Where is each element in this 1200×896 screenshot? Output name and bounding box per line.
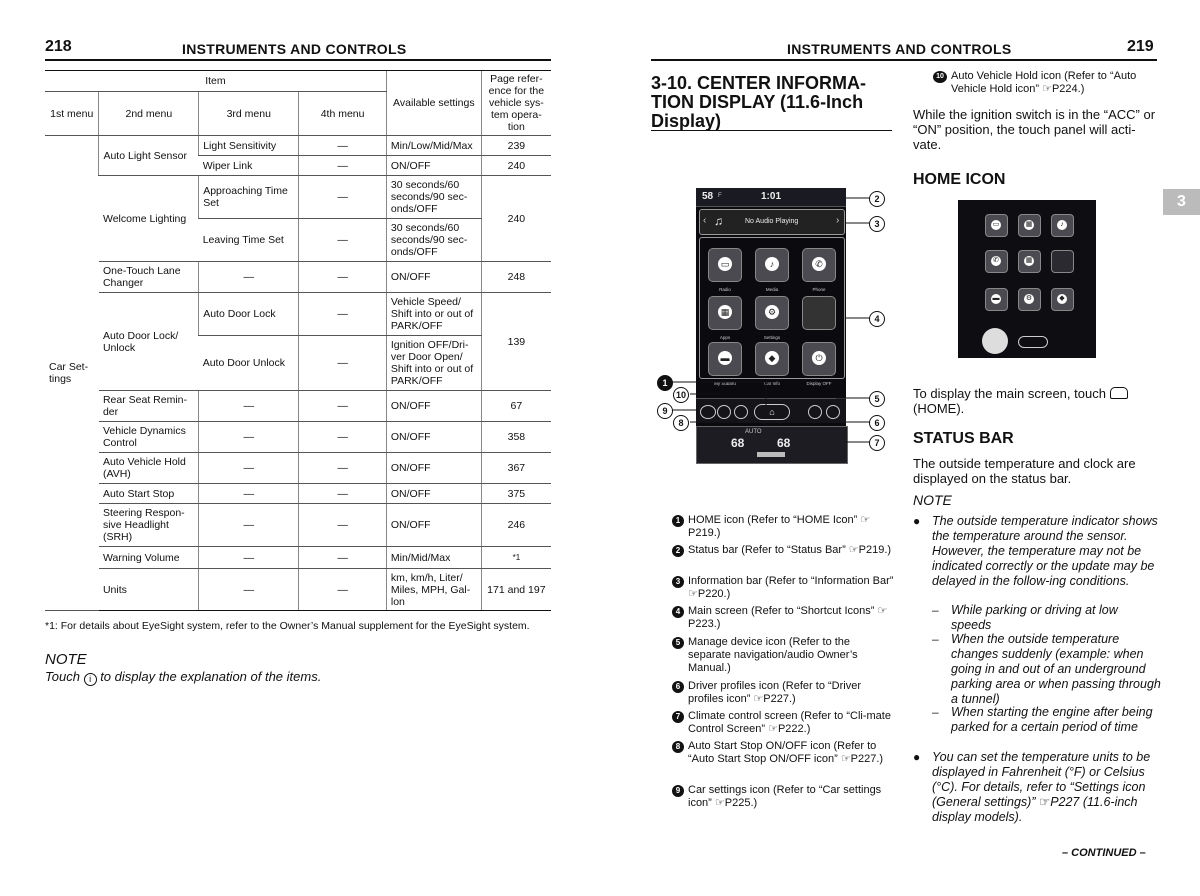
legend-num: 7 [672, 711, 684, 723]
home-text-before: To display the main screen, touch [913, 386, 1106, 401]
legend-item [672, 605, 894, 631]
note-title-right: NOTE [913, 492, 952, 508]
tile-label: Apps [719, 335, 731, 340]
legend-item [672, 575, 894, 601]
phone-icon: ✆ [991, 256, 1001, 266]
home-screen-photo [958, 200, 1096, 358]
note-dash-2: When the outside temperature changes suddenly (example: when going in and out of an underground parking area or when passing through a tunnel) [951, 632, 1161, 706]
legend-num: 10 [933, 71, 947, 83]
clock: 1:01 [761, 191, 782, 202]
callout-badge-6: 6 [869, 415, 885, 431]
thumb-tile [985, 288, 1008, 311]
dash-icon: – [932, 603, 939, 617]
car-icon: ▬ [718, 351, 732, 365]
tile-label: Car Info [763, 381, 780, 386]
callout-badge-5: 5 [869, 391, 885, 407]
cell: — [299, 156, 387, 176]
callout-badge-8: 8 [673, 415, 689, 431]
legend-text: Driver profiles icon (Refer to “Driver profiles icon” ☞P227.) [688, 680, 861, 705]
note-dash-1: While parking or driving at low speeds [951, 603, 1118, 632]
cell: — [199, 422, 299, 453]
cell: — [299, 136, 387, 156]
section-title-line: 3-10. CENTER INFORMA- [651, 73, 867, 93]
music-icon: ♪ [765, 257, 779, 271]
cell: — [199, 569, 299, 611]
continued-label: – CONTINUED – [1062, 847, 1146, 859]
note-body-left [45, 669, 321, 686]
thumb-tile [1018, 288, 1041, 311]
cell: — [299, 293, 387, 336]
legend-item [672, 514, 894, 540]
thumb-tile [985, 214, 1008, 237]
cell: Approaching Time Set [199, 176, 299, 219]
finger-icon [982, 328, 1008, 354]
cell: *1 [481, 547, 551, 569]
settings-table [45, 70, 551, 611]
col-header-settings: Available settings [386, 71, 481, 136]
apps-icon: ▦ [1025, 257, 1033, 264]
bullet-icon: ● [913, 514, 921, 528]
row-srh: Steering Respon-sive Headlight (SRH) [99, 504, 199, 547]
callout-badge-2: 2 [869, 191, 885, 207]
col-header-2nd-menu: 2nd menu [99, 92, 199, 136]
chevron-right-icon: › [836, 215, 840, 226]
cell: 30 seconds/60 seconds/90 sec-onds/OFF [386, 176, 481, 219]
cell: — [199, 391, 299, 422]
note-dash-3: When starting the engine after being parked for a certain period of time [951, 705, 1153, 734]
music-note-icon: ♫ [714, 214, 723, 228]
music-icon: ♪ [1057, 220, 1067, 230]
header-rule-right [651, 59, 1157, 61]
legend-num: 2 [672, 545, 684, 557]
cell: ON/OFF [386, 453, 481, 484]
cell: 367 [481, 453, 551, 484]
page-header-right: INSTRUMENTS AND CONTROLS [787, 41, 1012, 57]
thumb-tile [1051, 214, 1074, 237]
row-auto-start-stop: Auto Start Stop [99, 484, 199, 504]
car-info-icon: ◆ [765, 351, 779, 365]
tile-label: Radio [719, 287, 731, 292]
cell: Auto Door Unlock [199, 336, 299, 391]
legend-item [672, 710, 894, 736]
cell: 358 [481, 422, 551, 453]
cell: — [199, 504, 299, 547]
cell: — [299, 391, 387, 422]
temp-unit: F [718, 193, 722, 199]
callout-badge-9: 9 [657, 403, 673, 419]
cell: Leaving Time Set [199, 219, 299, 262]
page-number-right: 219 [1127, 38, 1154, 55]
car-info-icon: ◆ [1057, 294, 1067, 304]
cell: — [299, 176, 387, 219]
page-header-left: INSTRUMENTS AND CONTROLS [182, 41, 407, 57]
home-icon: ⌂ [754, 404, 790, 420]
cell: 171 and 197 [481, 569, 551, 611]
car-icon: ▬ [992, 295, 1000, 302]
callout-badge-4: 4 [869, 311, 885, 327]
dash-icon: – [932, 632, 939, 646]
first-menu-car-settings: Car Set-tings [45, 136, 99, 611]
cell: — [199, 262, 299, 293]
legend-num: 9 [672, 785, 684, 797]
col-header-4th-menu: 4th menu [299, 92, 387, 136]
cell: — [299, 219, 387, 262]
row-auto-door-lock: Auto Door Lock/ Unlock [99, 293, 199, 391]
cell: 67 [481, 391, 551, 422]
legend-num: 6 [672, 681, 684, 693]
callout-badge-7: 7 [869, 435, 885, 451]
legend-text: Car settings icon (Refer to “Car settings icon” ☞P225.) [688, 784, 882, 809]
status-bar-heading: STATUS BAR [913, 430, 1014, 447]
row-rear-seat: Rear Seat Remin-der [99, 391, 199, 422]
thumb-tile [1051, 288, 1074, 311]
legend-text: Manage device icon (Refer to the separate navigation/audio Owner’s Manual.) [688, 636, 858, 674]
note-text-before: Touch [45, 669, 80, 684]
note-title-left: NOTE [45, 651, 87, 668]
legend-num: 3 [672, 576, 684, 588]
radio-icon: ▭ [992, 221, 1000, 228]
cell: ON/OFF [386, 484, 481, 504]
thumb-tile [1018, 214, 1041, 237]
legend-text: Auto Start Stop ON/OFF icon (Refer to “Auto Start Stop ON/OFF icon” ☞P227.) [688, 740, 884, 765]
footnote: *1: For details about EyeSight system, refer to the Owner’s Manual supplement for the EyeSight system. [45, 620, 530, 632]
cell: ON/OFF [386, 422, 481, 453]
cell: — [299, 569, 387, 611]
row-lane-changer: One-Touch Lane Changer [99, 262, 199, 293]
cell: 239 [481, 136, 551, 156]
bullet-icon: ● [913, 750, 921, 764]
row-welcome-lighting: Welcome Lighting [99, 176, 199, 262]
gear-icon: ⚙ [765, 305, 779, 319]
chapter-tab: 3 [1163, 189, 1200, 215]
legend-item [933, 70, 1163, 96]
cell: Ignition OFF/Dri-ver Door Open/ Shift into or out of PARK/OFF [386, 336, 481, 391]
item-header: Item [45, 71, 386, 92]
home-icon-heading: HOME ICON [913, 171, 1006, 188]
cell: — [299, 547, 387, 569]
legend-item [672, 784, 894, 810]
legend-text: Auto Vehicle Hold icon (Refer to “Auto Vehicle Hold icon” ☞P224.) [951, 70, 1137, 95]
apps-icon: ▦ [1025, 221, 1033, 228]
legend-num: 8 [672, 741, 684, 753]
col-header-page-ref: Page refer-ence for the vehicle sys-tem opera-tion [481, 71, 551, 136]
header-rule-left [45, 59, 551, 61]
cell: ON/OFF [386, 262, 481, 293]
legend-item [672, 544, 894, 557]
cell: — [299, 504, 387, 547]
dash-icon: – [932, 705, 939, 719]
home-symbol-icon [1110, 387, 1128, 399]
col-header-1st-menu: 1st menu [45, 92, 99, 136]
gear-icon: ⚙ [1025, 295, 1033, 302]
callout-badge-10: 10 [673, 387, 689, 403]
legend-num: 4 [672, 606, 684, 618]
legend-item [672, 740, 894, 766]
climate-mode: AUTO [745, 429, 762, 435]
section-title-line: Display) [651, 111, 722, 131]
legend-text: HOME icon (Refer to “HOME Icon” ☞P219.) [688, 514, 871, 539]
climate-temp-left: 68 [731, 436, 745, 450]
callout-badge-1: 1 [657, 375, 673, 391]
legend-text: Information bar (Refer to “Information Bar” ☞P220.) [688, 575, 894, 600]
home-text [913, 386, 1163, 416]
cell: Auto Door Lock [199, 293, 299, 336]
cell: — [199, 453, 299, 484]
row-vdc: Vehicle Dynamics Control [99, 422, 199, 453]
info-icon: i [84, 673, 97, 686]
section-title-rule [651, 130, 892, 131]
home-text-after: (HOME). [913, 401, 965, 416]
cell: Light Sensitivity [199, 136, 299, 156]
cell: — [199, 484, 299, 504]
info-bar-text: No Audio Playing [745, 218, 799, 225]
note-text-after: to display the explanation of the items. [100, 669, 322, 684]
chevron-left-icon: ‹ [703, 215, 707, 226]
tile-label: Settings [763, 335, 781, 340]
cell: ON/OFF [386, 391, 481, 422]
col-header-3rd-menu: 3rd menu [199, 92, 299, 136]
row-warning-volume: Warning Volume [99, 547, 199, 569]
legend-text: Climate control screen (Refer to “Cli-mate Control Screen” ☞P222.) [688, 710, 891, 735]
callout-badge-3: 3 [869, 216, 885, 232]
phone-icon: ✆ [812, 257, 826, 271]
legend-text: Status bar (Refer to “Status Bar” ☞P219.) [688, 544, 892, 556]
cell: — [199, 547, 299, 569]
cell: — [299, 453, 387, 484]
section-title-line: TION DISPLAY (11.6-Inch [651, 92, 864, 112]
cell: 30 seconds/60 seconds/90 sec-onds/OFF [386, 219, 481, 262]
apps-icon: ▦ [718, 305, 732, 319]
tile-label: Media [765, 287, 779, 292]
tile-label: My Subaru [714, 381, 736, 386]
outside-temp: 58 [702, 191, 714, 202]
legend-item [672, 636, 894, 675]
cell: 240 [481, 156, 551, 176]
power-icon: ⏻ [812, 351, 826, 365]
cell: 246 [481, 504, 551, 547]
section-title [651, 74, 891, 131]
radio-icon: ▭ [718, 257, 732, 271]
row-units: Units [99, 569, 199, 611]
legend-num: 5 [672, 637, 684, 649]
row-avh: Auto Vehicle Hold (AVH) [99, 453, 199, 484]
cell: Wiper Link [199, 156, 299, 176]
cell: — [299, 484, 387, 504]
cell: — [299, 262, 387, 293]
cell: Vehicle Speed/ Shift into or out of PARK/OFF [386, 293, 481, 336]
home-icon [1018, 336, 1048, 348]
intro-text: While the ignition switch is in the “ACC” or “ON” position, the touch panel will acti-vate. [913, 107, 1156, 152]
cell: 248 [481, 262, 551, 293]
row-auto-light-sensor: Auto Light Sensor [99, 136, 199, 176]
cell: 139 [481, 293, 551, 391]
thumb-tile [1018, 250, 1041, 273]
cell: Min/Mid/Max [386, 547, 481, 569]
thumb-tile [1051, 250, 1074, 273]
cell: — [299, 422, 387, 453]
cell: ON/OFF [386, 504, 481, 547]
page-number-left: 218 [45, 38, 72, 55]
legend-item [672, 680, 894, 706]
climate-temp-right: 68 [777, 436, 791, 450]
cell: km, km/h, Liter/ Miles, MPH, Gal-lon [386, 569, 481, 611]
cell: Min/Low/Mid/Max [386, 136, 481, 156]
thumb-tile [985, 250, 1008, 273]
cell: 240 [481, 176, 551, 262]
cell: 375 [481, 484, 551, 504]
legend-num: 1 [672, 515, 684, 527]
note-bullet-2: You can set the temperature units to be displayed in Fahrenheit (°F) or Celsius (°C). For details, refer to “Settings icon (General settings)” ☞P227 (11.6-inch display models). [932, 750, 1151, 824]
legend-text: Main screen (Refer to “Shortcut Icons” ☞P223.) [688, 605, 888, 630]
cell: ON/OFF [386, 156, 481, 176]
status-bar-text: The outside temperature and clock are displayed on the status bar. [913, 456, 1136, 486]
tile-label: Phone [812, 287, 826, 292]
tile-label: Display OFF [806, 381, 832, 386]
cell: — [299, 336, 387, 391]
note-bullet-1: The outside temperature indicator shows the temperature around the sensor. However, the temperature may not be indicated correctly or the update may be delayed in the follow-ing conditions. [932, 514, 1158, 588]
